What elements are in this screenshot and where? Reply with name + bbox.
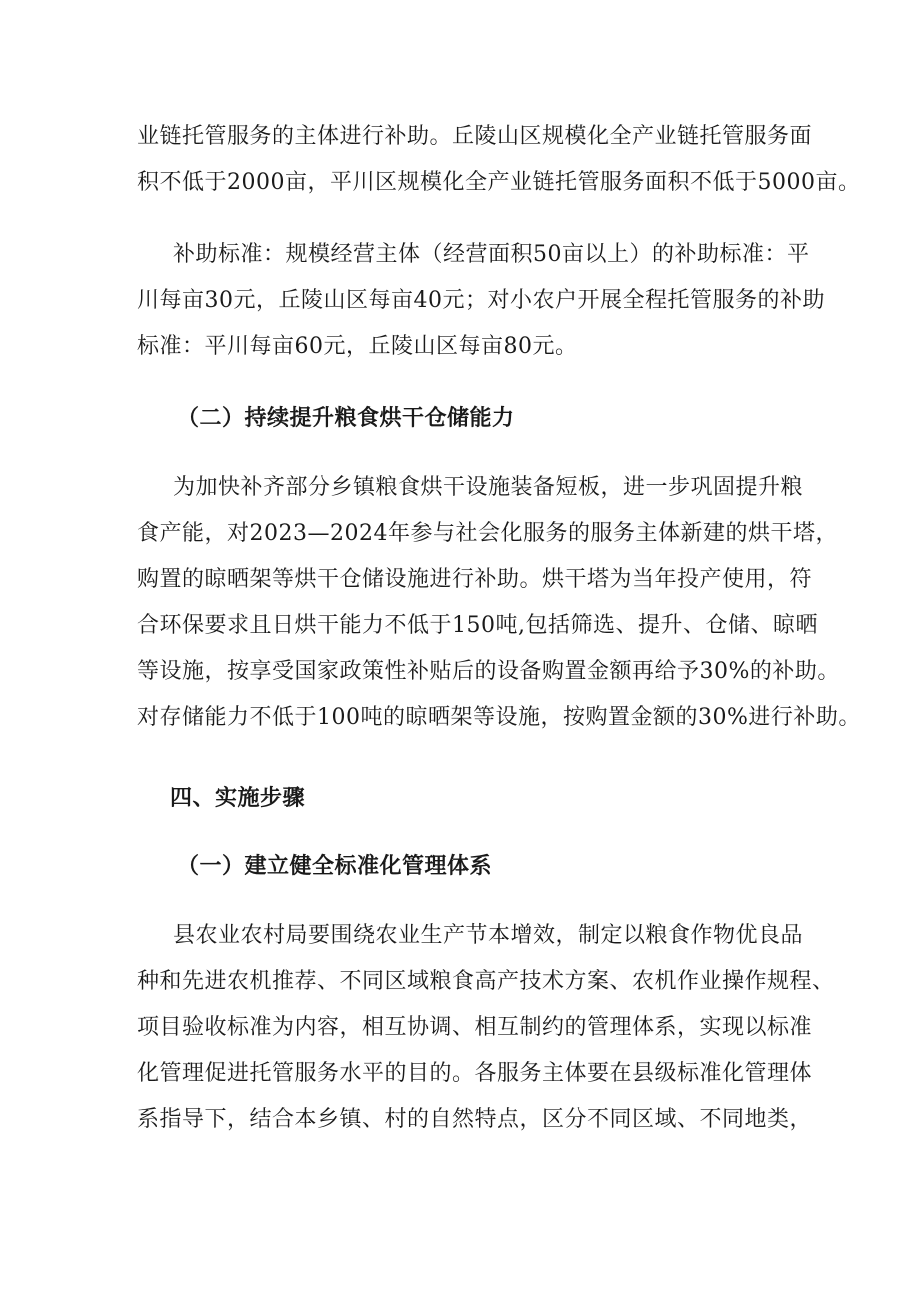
text-line: 对存储能力不低于100吨的晾晒架等设施，按购置金额的30%进行补助。	[137, 705, 861, 730]
chapter-heading-implementation: 四、实施步骤	[170, 785, 306, 811]
text-line: 食产能，对2023—2024年参与社会化服务的服务主体新建的烘干塔，	[137, 521, 838, 546]
text-line: 项目验收标准为内容，相互协调、相互制约的管理体系，实现以标准	[137, 1015, 813, 1040]
section-heading-standardization: （一）建立健全标准化管理体系	[177, 853, 493, 879]
paragraph-standardization	[137, 913, 835, 1143]
text-line: 化管理促进托管服务水平的目的。各服务主体要在县级标准化管理体	[137, 1061, 813, 1086]
text-line: 等设施，按享受国家政策性补贴后的设备购置金额再给予30%的补助。	[137, 659, 840, 684]
paragraph-subsidy-standard	[137, 232, 825, 370]
paragraph-drying-storage	[137, 465, 861, 741]
text-line: 川每亩30元，丘陵山区每亩40元；对小农户开展全程托管服务的补助	[137, 288, 825, 313]
text-line: 积不低于2000亩，平川区规模化全产业链托管服务面积不低于5000亩。	[137, 170, 861, 195]
text-line: 补助标准：规模经营主体（经营面积50亩以上）的补助标准：平	[173, 242, 810, 267]
text-line: 购置的晾晒架等烘干仓储设施进行补助。烘干塔为当年投产使用，符	[137, 567, 813, 592]
paragraph-subsidy-scope	[137, 114, 861, 206]
text-line: 系指导下，结合本乡镇、村的自然特点，区分不同区域、不同地类，	[137, 1107, 813, 1132]
text-line: 为加快补齐部分乡镇粮食烘干设施装备短板，进一步巩固提升粮	[173, 475, 804, 500]
text-line: 标准：平川每亩60元，丘陵山区每亩80元。	[137, 334, 578, 359]
text-line: 县农业农村局要围绕农业生产节本增效，制定以粮食作物优良品	[173, 923, 804, 948]
text-line: 种和先进农机推荐、不同区域粮食高产技术方案、农机作业操作规程、	[137, 969, 835, 994]
text-line: 合环保要求且日烘干能力不低于150吨,包括筛选、提升、仓储、晾晒	[137, 613, 818, 638]
section-heading-drying-storage: （二）持续提升粮食烘干仓储能力	[177, 405, 515, 431]
text-line: 业链托管服务的主体进行补助。丘陵山区规模化全产业链托管服务面	[137, 124, 813, 149]
